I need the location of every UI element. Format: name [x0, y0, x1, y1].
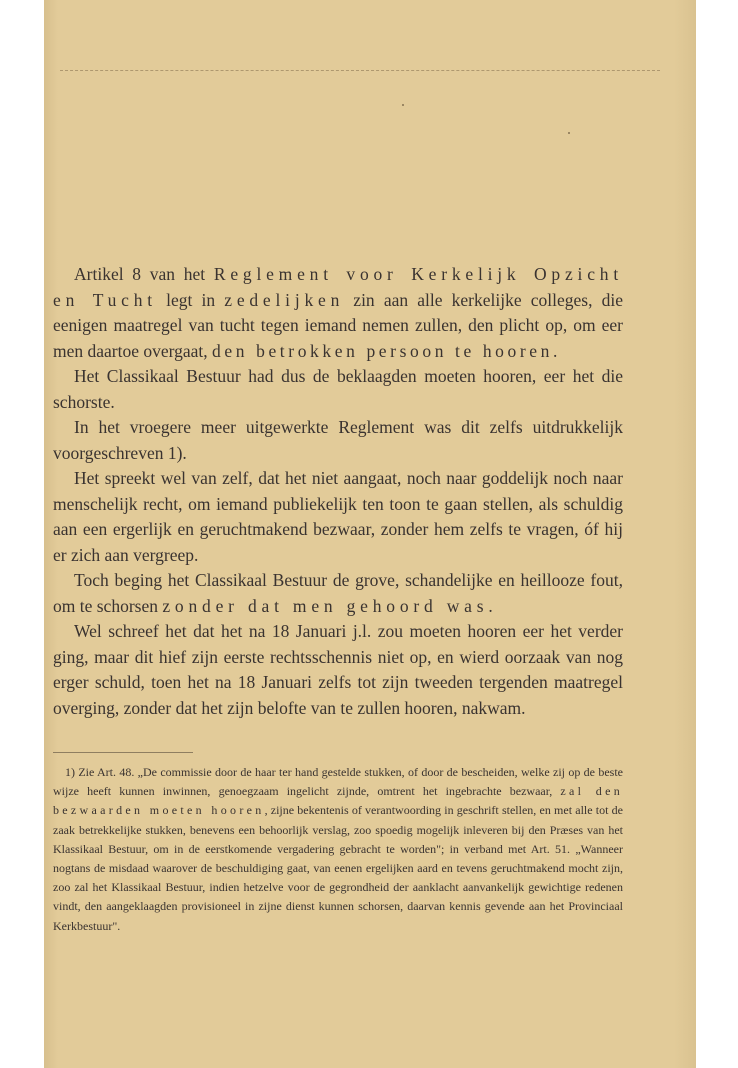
paragraph-3: In het vroegere meer uitgewerkte Reglement was dit zelfs uitdrukkelijk voorgeschreven 1).: [53, 417, 623, 463]
footnote-text-2: , zijne bekentenis of verantwoording in geschrift stellen, en met alle tot de zaak betrekkelijke stukken, benevens een behoorlijk verslag, zoo spoedig mogelijk inleveren bij den Præses van het Klassikaal Bestuur, om in de eerstkomende vergadering gebracht te worden"; in verband met Art. 51. „Wanneer nogtans de misdaad waarover de beschuldiging gaat, van eenen ergelijken aard en tevens geruchtmakend mocht zijn, zoo zal het Klassikaal Bestuur, indien hetzelve voor de gegrondheid der aanklacht aanvankelijk gewichtige redenen vindt, den aangeklaagden provisioneel in zijne dienst kunnen schorsen, daarvan kennis gevende aan het Provinciaal Kerkbestuur".: [53, 803, 623, 933]
paragraph-1-text-2: legt in: [156, 289, 225, 310]
paragraph-2: Het Classikaal Bestuur had dus de beklaagden moeten hooren, eer het die schorste.: [53, 366, 623, 412]
paragraph-1: [53, 262, 623, 364]
footnote-spaced-phrase: zal den bezwaarden moeten hooren: [53, 784, 623, 818]
paragraph-5-text-2: .: [488, 595, 493, 616]
spaced-phrase-betrokken: den betrokken persoon te hooren: [212, 340, 554, 361]
footnote-rule: [53, 752, 193, 753]
paragraph-1-text-4: .: [553, 340, 558, 361]
header-dashed-rule: [60, 70, 660, 71]
footnote: [53, 763, 623, 936]
footnote-text-1: 1) Zie Art. 48. „De commissie door de haar ter hand gestelde stukken, of door de bescheiden, welke zij op de beste wijze heeft kunnen inwinnen, genoegzaam ingelicht zijnde, omtrent het ingebrachte bezwaar,: [53, 765, 623, 799]
book-page: [44, 0, 696, 1068]
spaced-word-zedelijken: zedelijken: [224, 289, 345, 310]
paper-speck: [402, 104, 404, 106]
paragraph-1-text-1: Artikel 8 van het: [74, 264, 214, 284]
paragraph-5: [53, 568, 623, 619]
main-text: [53, 262, 623, 721]
paragraph-4: Het spreekt wel van zelf, dat het niet aangaat, noch naar goddelijk noch naar menschelijk recht, om iemand publiekelijk ten toon te gaan stellen, als schuldig aan een ergerlijk en geruchtmakend bezwaar, zonder hem zelfs te vragen, óf hij er zich aan vergreep.: [53, 468, 623, 565]
spaced-title-reglement: Reglement voor Kerkelijk Opzicht en Tucht: [53, 264, 623, 310]
paragraph-1-text-3: zin aan alle kerkelijke colleges, die eenigen maatregel van tucht tegen iemand nemen zullen, den plicht op, om eer men daartoe overgaat,: [53, 289, 623, 361]
paper-speck: [568, 132, 570, 134]
paragraph-5-text-1: Toch beging het Classikaal Bestuur de grove, schandelijke en heillooze fout, om te schorsen: [53, 570, 623, 616]
paragraph-6: Wel schreef het dat het na 18 Januari j.l. zou moeten hooren eer het verder ging, maar dit hief zijn eerste rechtsschennis niet op, en wierd oorzaak van nog erger schuld, toen het na 18 Januari zelfs tot zijn tweeden tergenden maatregel overging, zonder dat het zijn belofte van te zullen hooren, nakwam.: [53, 621, 623, 718]
spaced-phrase-gehoord: zonder dat men gehoord was: [162, 595, 489, 616]
